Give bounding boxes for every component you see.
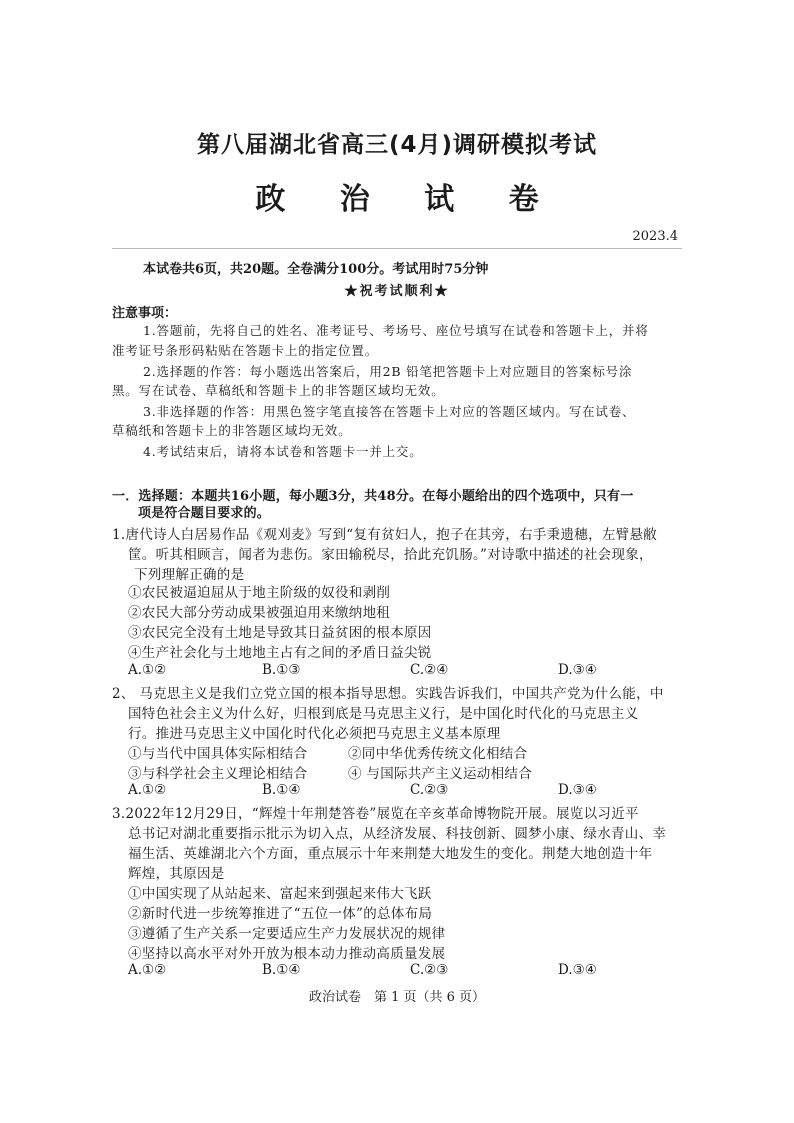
note-2-line-2: 黑。写在试卷、草稿纸和答题卡上的非答题区域均无效。: [112, 383, 445, 398]
q3-stem-line-2: 总书记对湖北重要指示批示为切入点，从经济发展、科技创新、圆梦小康、绿水青山、幸: [128, 826, 667, 842]
q3-statement-4: ④坚持以高水平对外开放为根本动力推动高质量发展: [128, 946, 446, 962]
q1-stem-line-1: 1.唐代诗人白居易作品《观刈麦》写到“复有贫妇人，抱子在其旁，右手秉遗穗，左臂悬敝: [112, 527, 658, 543]
q2-statement-1: ①与当代中国具体实际相结合: [128, 746, 308, 762]
q3-statement-3: ③遵循了生产关系一定要适应生产力发展状况的规律: [128, 926, 446, 942]
subject-title: 政 治 试 卷: [255, 182, 561, 217]
q2-stem-line-2: 国特色社会主义为什么好，归根到底是马克思主义行，是中国化时代化的马克思主义: [128, 706, 639, 722]
q2-statement-2: ②同中华优秀传统文化相结合: [348, 746, 528, 762]
q2-option-d: D.③④: [558, 782, 597, 798]
q1-statement-2: ②农民大部分劳动成果被强迫用来缴纳地租: [128, 605, 391, 621]
q3-option-a: A.①②: [128, 962, 167, 978]
q2-stem-line-3: 行。推进马克思主义中国化时代化必须把马克思主义基本原理: [128, 726, 501, 742]
header-divider: [112, 248, 682, 249]
q3-statement-1: ①中国实现了从站起来、富起来到强起来伟大飞跃: [128, 886, 432, 902]
q1-stem-line-3: 下列理解正确的是: [134, 567, 245, 583]
q1-option-b: B.①③: [262, 662, 301, 678]
notes-heading: 注意事项：: [112, 306, 178, 321]
note-1-line-1: 1.答题前，先将自己的姓名、准考证号、考场号、座位号填写在试卷和答题卡上，并将: [143, 323, 649, 338]
q1-stem-line-2: 筐。听其相顾言，闻者为悲伤。家田输税尽，拾此充饥肠。”对诗歌中描述的社会现象，: [128, 547, 653, 563]
q1-option-c: C.②④: [410, 662, 449, 678]
q2-option-c: C.②③: [410, 782, 449, 798]
exam-title: 第八届湖北省高三(4月)调研模拟考试: [196, 132, 598, 158]
note-3-line-2: 草稿纸和答题卡上的非答题区域均无效。: [112, 423, 352, 438]
exam-info: 本试卷共6页，共20题。全卷满分100分。考试用时75分钟: [143, 262, 489, 277]
note-2-line-1: 2.选择题的作答：每小题选出答案后，用2B 铅笔把答题卡上对应题目的答案标号涂: [143, 364, 633, 379]
section-heading-line-1: 一．选择题：本题共16小题，每小题3分，共48分。在每小题给出的四个选项中，只有一: [112, 489, 634, 504]
note-1-line-2: 准考证号条形码粘贴在答题卡上的指定位置。: [112, 343, 379, 358]
q3-stem-line-4: 辉煌，其原因是: [128, 866, 225, 882]
q2-stem-line-1: 2、 马克思主义是我们立党立国的根本指导思想。实践告诉我们，中国共产党为什么能，中: [112, 686, 664, 702]
section-heading-line-2: 项是符合题目要求的。: [138, 506, 271, 521]
q3-option-c: C.②③: [410, 962, 449, 978]
q2-statement-4: ④ 与国际共产主义运动相结合: [348, 766, 532, 782]
q1-statement-3: ③农民完全没有土地是导致其日益贫困的根本原因: [128, 625, 432, 641]
q1-statement-4: ④生产社会化与土地地主占有之间的矛盾日益尖锐: [128, 645, 432, 661]
q3-option-b: B.①④: [262, 962, 301, 978]
page-footer: 政治试卷 第 1 页（共 6 页）: [308, 990, 486, 1005]
q3-option-d: D.③④: [558, 962, 597, 978]
note-3-line-1: 3.非选择题的作答：用黑色签字笔直接答在答题卡上对应的答题区域内。写在试卷、: [143, 404, 636, 419]
q3-statement-2: ②新时代进一步统筹推进了“五位一体”的总体布局: [128, 906, 433, 922]
good-luck-line: ★祝考试顺利★: [344, 284, 450, 299]
q1-option-a: A.①②: [128, 662, 167, 678]
q1-statement-1: ①农民被逼迫屈从于地主阶级的奴役和剥削: [128, 585, 391, 601]
q1-option-d: D.③④: [558, 662, 597, 678]
q2-option-b: B.①④: [262, 782, 301, 798]
exam-date: 2023.4: [632, 229, 678, 244]
q2-option-a: A.①②: [128, 782, 167, 798]
q2-statement-3: ③与科学社会主义理论相结合: [128, 766, 308, 782]
q3-stem-line-3: 福生活、英雄湖北六个方面，重点展示十年来荆楚大地发生的变化。荆楚大地创造十年: [128, 846, 653, 862]
q3-stem-line-1: 3.2022年12月29日，“辉煌十年荆楚答卷”展览在辛亥革命博物院开展。展览以习近平: [112, 806, 639, 822]
note-4: 4.考试结束后，请将本试卷和答题卡一并上交。: [143, 444, 423, 459]
